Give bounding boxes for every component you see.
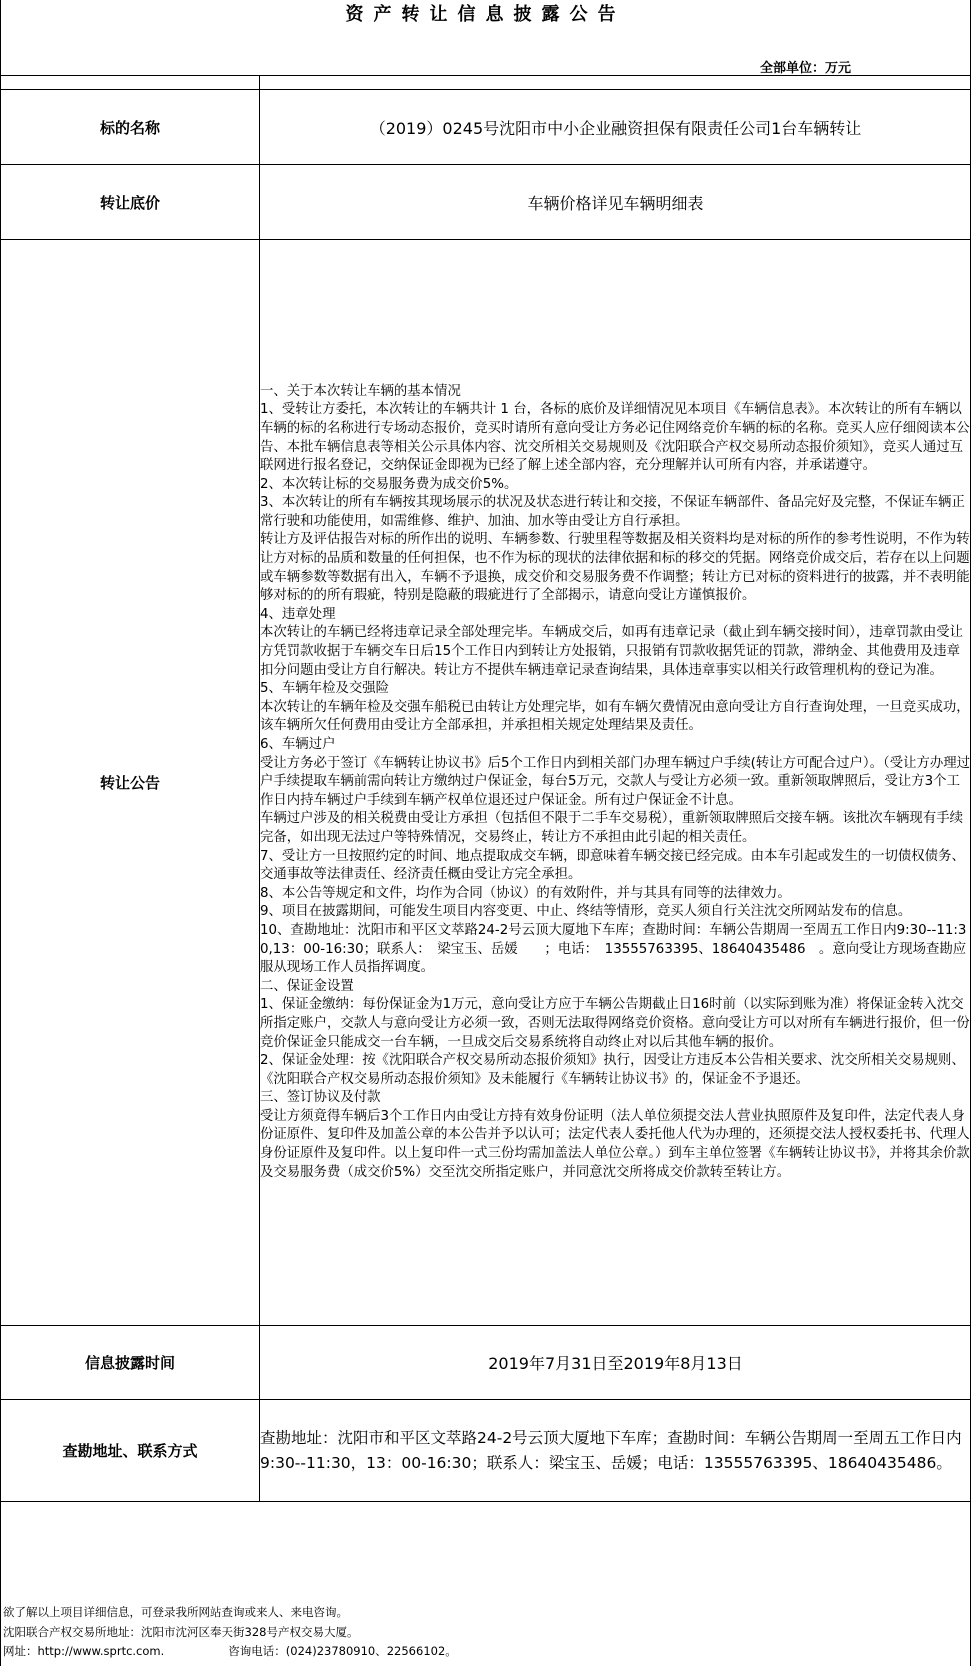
footer-line-1: 欲了解以上项目详细信息，可登录我所网站查询或来人、来电咨询。 bbox=[3, 1605, 348, 1619]
row-subject bbox=[1, 90, 971, 165]
announcement-table bbox=[0, 75, 971, 1502]
footer-line-2: 沈阳联合产权交易所地址：沈阳市沈河区奉天街328号产权交易大厦。 bbox=[3, 1624, 359, 1639]
contact-label: 查勘地址、联系方式 bbox=[1, 1400, 260, 1502]
notice-paragraph: 转让方及评估报告对标的所作出的说明、车辆参数、行驶里程等数据及相关资料均是对标的所作的参考性说明，不作为转让方对标的品质和数量的任何担保，也不作为标的现状的法律依据和标的移交的凭据。网络竞价成交后，若存在以上问题或车辆参数等数据有出入，车辆不予退换，成交价和交易服务费不作调整；转让方已对标的资料进行的披露，并不表明能够对标的的所有瑕疵，特别是隐蔽的瑕疵进行了全部揭示，请意向受让方谨慎报价。 bbox=[260, 532, 970, 604]
notice-paragraph: 二、保证金设置 bbox=[260, 978, 354, 994]
notice-paragraphs bbox=[260, 383, 971, 1183]
notice-paragraph: 受让方务必于签订《车辆转让协议书》后5个工作日内到相关部门办理车辆过户手续(转让方可配合过户）。（受让方办理过户手续提取车辆前需向转让方缴纳过户保证金，每台5万元，交款人与受让方必须一致。重新领取牌照后，受让方3个工作日内持车辆过户手续到车辆产权单位退还过户保证金。所有过户保证金不计息。 bbox=[260, 755, 971, 808]
footer bbox=[3, 1603, 457, 1662]
notice-paragraph: 8、本公告等规定和文件，均作为合同（协议）的有效附件，并与其具有同等的法律效力。 bbox=[260, 885, 791, 901]
row-contact bbox=[1, 1400, 971, 1502]
notice-paragraph: 6、车辆过户 bbox=[260, 737, 336, 753]
notice-paragraph: 5、车辆年检及交强险 bbox=[260, 681, 390, 697]
unit-note: 全部单位：万元 bbox=[760, 61, 852, 76]
page-title: 资产转让信息披露公告 bbox=[345, 4, 626, 25]
notice-paragraph: 7、受让方一旦按照约定的时间、地点提取成交车辆，即意味着车辆交接已经完成。由本车引起或发生的一切债权债务、交通事故等法律责任、经济责任概由受让方完全承担。 bbox=[260, 848, 965, 883]
row-disclosure-period bbox=[1, 1326, 971, 1400]
notice-paragraph: 三、签订协议及付款 bbox=[260, 1090, 381, 1106]
notice-paragraph: 9、项目在披露期间，可能发生项目内容变更、中止、终结等情形，竞买人须自行关注沈交所网站发布的信息。 bbox=[260, 904, 912, 920]
notice-paragraph: 本次转让的车辆年检及交强车船税已由转让方处理完毕，如有车辆欠费情况由意向受让方自行查询处理，一旦竞买成功，该车辆所欠任何费用由受让方全部承担，并承担相关规定处理结果及责任。 bbox=[260, 699, 970, 734]
period-value: 2019年7月31日至2019年8月13日 bbox=[260, 1326, 971, 1400]
reserve-price-value: 车辆价格详见车辆明细表 bbox=[260, 165, 971, 240]
notice-paragraph: 1、保证金缴纳：每份保证金为1万元，意向受让方应于车辆公告期截止日16时前（以实际到账为准）将保证金转入沈交所指定账户，交款人与意向受让方必须一致，否则无法取得网络竞价资格。意向受让方可以对所有车辆进行报价，但一份竞价保证金只能成交一台车辆，一旦成交后交易系统将自动终止对以后其他车辆的报价。 bbox=[260, 997, 970, 1050]
footer-phone: 咨询电话：(024)23780910、22566102。 bbox=[228, 1644, 457, 1658]
footer-line-3 bbox=[3, 1642, 457, 1662]
notice-paragraph: 10、查勘地址：沈阳市和平区文萃路24-2号云顶大厦地下车库；查勘时间：车辆公告期周一至周五工作日内9:30--11:30,13：00-16:30；联系人： 梁宝玉、岳媛 ；电话： 13555763395、18640435486 。意向受让方现场查勘应服从现场工作人员指挥调度。 bbox=[260, 922, 967, 976]
notice-paragraph: 2、本次转让标的交易服务费为成交价5%。 bbox=[260, 476, 518, 492]
footer-website: 网址：http://www.sprtc.com. bbox=[3, 1644, 165, 1658]
notice-paragraph: 本次转让的车辆已经将违章记录全部处理完毕。车辆成交后，如再有违章记录（截止到车辆交接时间），违章罚款由受让方凭罚款收据于车辆交车日后15个工作日内到转让方处报销，只报销有罚款收据凭证的罚款，滞纳金、其他费用及违章扣分问题由受让方自行解决。转让方不提供车辆违章记录查询结果，具体违章事实以相关行政管理机构的登记为准。 bbox=[260, 625, 963, 678]
notice-paragraph: 3、本次转让的所有车辆按其现场展示的状况及状态进行转让和交接，不保证车辆部件、备品完好及完整，不保证车辆正常行驶和功能使用，如需维修、维护、加油、加水等由受让方自行承担。 bbox=[260, 495, 965, 529]
subject-label: 标的名称 bbox=[1, 90, 260, 165]
contact-value: 查勘地址：沈阳市和平区文萃路24-2号云顶大厦地下车库；查勘时间：车辆公告期周一至周五工作日内9:30--11:30，13：00-16:30；联系人：梁宝玉、岳媛；电话：13555763395、18640435486。 bbox=[260, 1400, 971, 1502]
notice-paragraph: 受让方须竟得车辆后3个工作日内由受让方持有效身份证明（法人单位须提交法人营业执照原件及复印件，法定代表人身份证原件、复印件及加盖公章的本公告并予以认可；法定代表人委托他人代为办理的，还须提交法人授权委托书、代理人身份证原件及复印件。以上复印件一式三份均需加盖法人单位公章。）到车主单位签署《车辆转让协议书》，并将其余价款及交易服务费（成交价5%）交至沈交所指定账户，并同意沈交所将成交价款转至转让方。 bbox=[260, 1108, 970, 1180]
notice-paragraph: 一、关于本次转让车辆的基本情况 bbox=[260, 383, 461, 399]
spacer-row bbox=[1, 76, 971, 90]
subject-value: （2019）0245号沈阳市中小企业融资担保有限责任公司1台车辆转让 bbox=[260, 90, 971, 165]
notice-paragraph: 车辆过户涉及的相关税费由受让方承担（包括但不限于二手车交易税），重新领取牌照后交接车辆。该批次车辆现有手续完备，如出现无法过户等特殊情况，交易终止，转让方不承担由此引起的相关责任。 bbox=[260, 811, 963, 845]
period-label: 信息披露时间 bbox=[1, 1326, 260, 1400]
notice-paragraph: 2、保证金处理：按《沈阳联合产权交易所动态报价须知》执行，因受让方违反本公告相关要求、沈交所相关交易规则、《沈阳联合产权交易所动态报价须知》及未能履行《车辆转让协议书》的，保证金不予退还。 bbox=[260, 1053, 965, 1087]
row-notice bbox=[1, 240, 971, 1326]
notice-paragraph: 1、受转让方委托，本次转让的车辆共计 1 台，各标的底价及详细情况见本项目《车辆信息表》。本次转让的所有车辆以车辆的标的名称进行专场动态报价，竞买时请所有意向受让方务必记住网络竞价车辆的标的名称。竞买人应仔细阅读本公告、本批车辆信息表等相关公示具体内容、沈交所相关交易规则及《沈阳联合产权交易所动态报价须知》，竞买人通过互联网进行报名登记，交纳保证金即视为已经了解上述全部内容，充分理解并认可所有内容，并承诺遵守。 bbox=[260, 402, 970, 474]
notice-label: 转让公告 bbox=[1, 240, 260, 1326]
notice-paragraph: 4、违章处理 bbox=[260, 606, 336, 622]
row-reserve-price bbox=[1, 165, 971, 240]
notice-body bbox=[260, 240, 971, 1326]
reserve-price-label: 转让底价 bbox=[1, 165, 260, 240]
